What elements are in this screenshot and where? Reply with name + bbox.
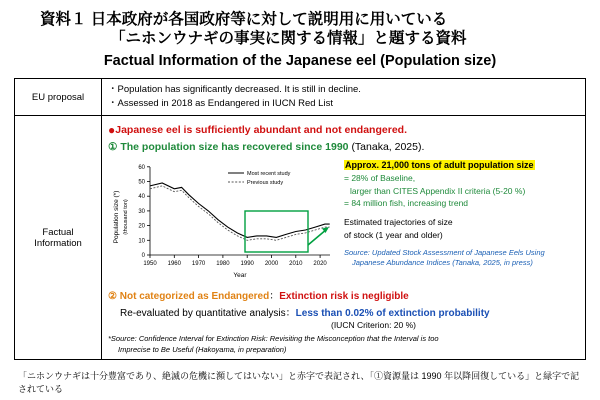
svg-text:2010: 2010	[289, 261, 303, 268]
chart-and-notes	[108, 155, 579, 283]
note-highlight-text: Approx. 21,000 tons of adult population size	[345, 160, 534, 171]
note-bullet-2: larger than CITES Appendix II criteria (5-20 %)	[350, 185, 526, 196]
item1-number: ①	[108, 141, 118, 154]
svg-text:20: 20	[138, 223, 145, 230]
item3-row	[108, 304, 579, 319]
svg-text:10: 10	[138, 238, 145, 245]
subtitle: Factual Information of the Japanese eel (Population size)	[103, 52, 497, 69]
eu-proposal-content	[102, 78, 586, 116]
chart-svg	[108, 155, 340, 283]
note-bullet-1: = 28% of Baseline,	[344, 173, 416, 184]
footnote-2: Imprecise to Be Useful (Hakoyama, in preparation)	[118, 344, 287, 354]
item1-citation: (Tanaka, 2025).	[351, 141, 425, 154]
svg-text:1950: 1950	[143, 261, 157, 268]
item2-orange-text: Not categorized as Endangered	[119, 291, 270, 303]
title-line-1: 資料１ 日本政府が各国政府等に対して説明用に用いている	[40, 11, 448, 28]
svg-text:1960: 1960	[167, 261, 181, 268]
red-dot-icon: ●	[108, 123, 116, 138]
row-label-eu-proposal: EU proposal	[15, 78, 102, 116]
information-table	[14, 78, 586, 361]
svg-text:0: 0	[141, 253, 145, 260]
chart-notes	[340, 155, 579, 269]
eu-item-1: ・Population has significantly decreased. It is still in decline.	[108, 83, 361, 95]
item3-text: Re-evaluated by quantitative analysis	[120, 308, 286, 320]
svg-text:Most recent study: Most recent study	[247, 171, 291, 178]
item2-number: ②	[108, 291, 117, 303]
iucn-criterion: (IUCN Criterion: 20 %)	[330, 320, 417, 331]
title-line-2: 「ニホンウナギの事実に関する情報」と題する資料	[110, 30, 467, 48]
footnote-1: *Source: Confidence Interval for Extinction Risk: Revisiting the Misconception that the Interval is too	[108, 334, 439, 344]
table-row-factual-information	[15, 116, 586, 360]
title-block	[14, 10, 586, 70]
svg-text:1990: 1990	[240, 261, 254, 268]
chart-trend-arrow	[308, 229, 327, 245]
item1-green-text: The population size has recovered since 1990	[120, 141, 349, 154]
item2-separator: ：	[269, 291, 280, 303]
note-highlight	[344, 159, 579, 172]
population-size-chart	[108, 155, 340, 283]
item3-blue-text: Less than 0.02% of extinction probability	[295, 308, 490, 320]
item2-red-text: Extinction risk is negligible	[279, 291, 409, 303]
svg-text:Previous study: Previous study	[247, 180, 284, 187]
item1-row	[108, 141, 579, 153]
eu-item-2: ・Assessed in 2018 as Endangered in IUCN Red List	[108, 98, 333, 110]
table-row-eu-proposal	[15, 78, 586, 116]
svg-text:2020: 2020	[313, 261, 327, 268]
factual-information-content	[102, 116, 586, 360]
svg-text:50: 50	[138, 179, 145, 186]
svg-text:2000: 2000	[264, 261, 279, 268]
svg-text:60: 60	[138, 165, 145, 172]
bottom-note: 「ニホンウナギは十分豊富であり、絶滅の危機に瀕してはいない」と赤字で表記され、「①資源量は 1990 年以降回復している」と緑字で記されている	[18, 371, 580, 395]
chart-xlabel: Year	[233, 272, 247, 280]
headline-text: Japanese eel is sufficiently abundant and not endangered.	[115, 124, 407, 137]
note-estimate-1: Estimated trajectories of size	[344, 217, 453, 228]
chart-ylabel: Population size (*)	[113, 191, 120, 244]
note-estimate-2: of stock (1 year and older)	[344, 229, 443, 240]
svg-text:1970: 1970	[191, 261, 206, 268]
svg-text:1980: 1980	[216, 261, 230, 268]
row-label-factual-information: Factual Information	[15, 116, 102, 360]
note-bullet-3: = 84 million fish, increasing trend	[344, 198, 469, 209]
svg-text:30: 30	[138, 209, 145, 216]
headline-row	[108, 120, 579, 138]
note-source-2: Japanese Abundance Indices (Tanaka, 2025, in press)	[352, 258, 533, 268]
item3-separator: ：	[285, 308, 296, 320]
item2-row	[108, 287, 579, 302]
chart-ylabel-unit: (thousand ton)	[123, 199, 129, 236]
note-source-1: Source: Updated Stock Assessment of Japanese Eels Using	[344, 247, 545, 257]
chart-legend	[228, 171, 291, 186]
svg-text:40: 40	[138, 194, 145, 201]
